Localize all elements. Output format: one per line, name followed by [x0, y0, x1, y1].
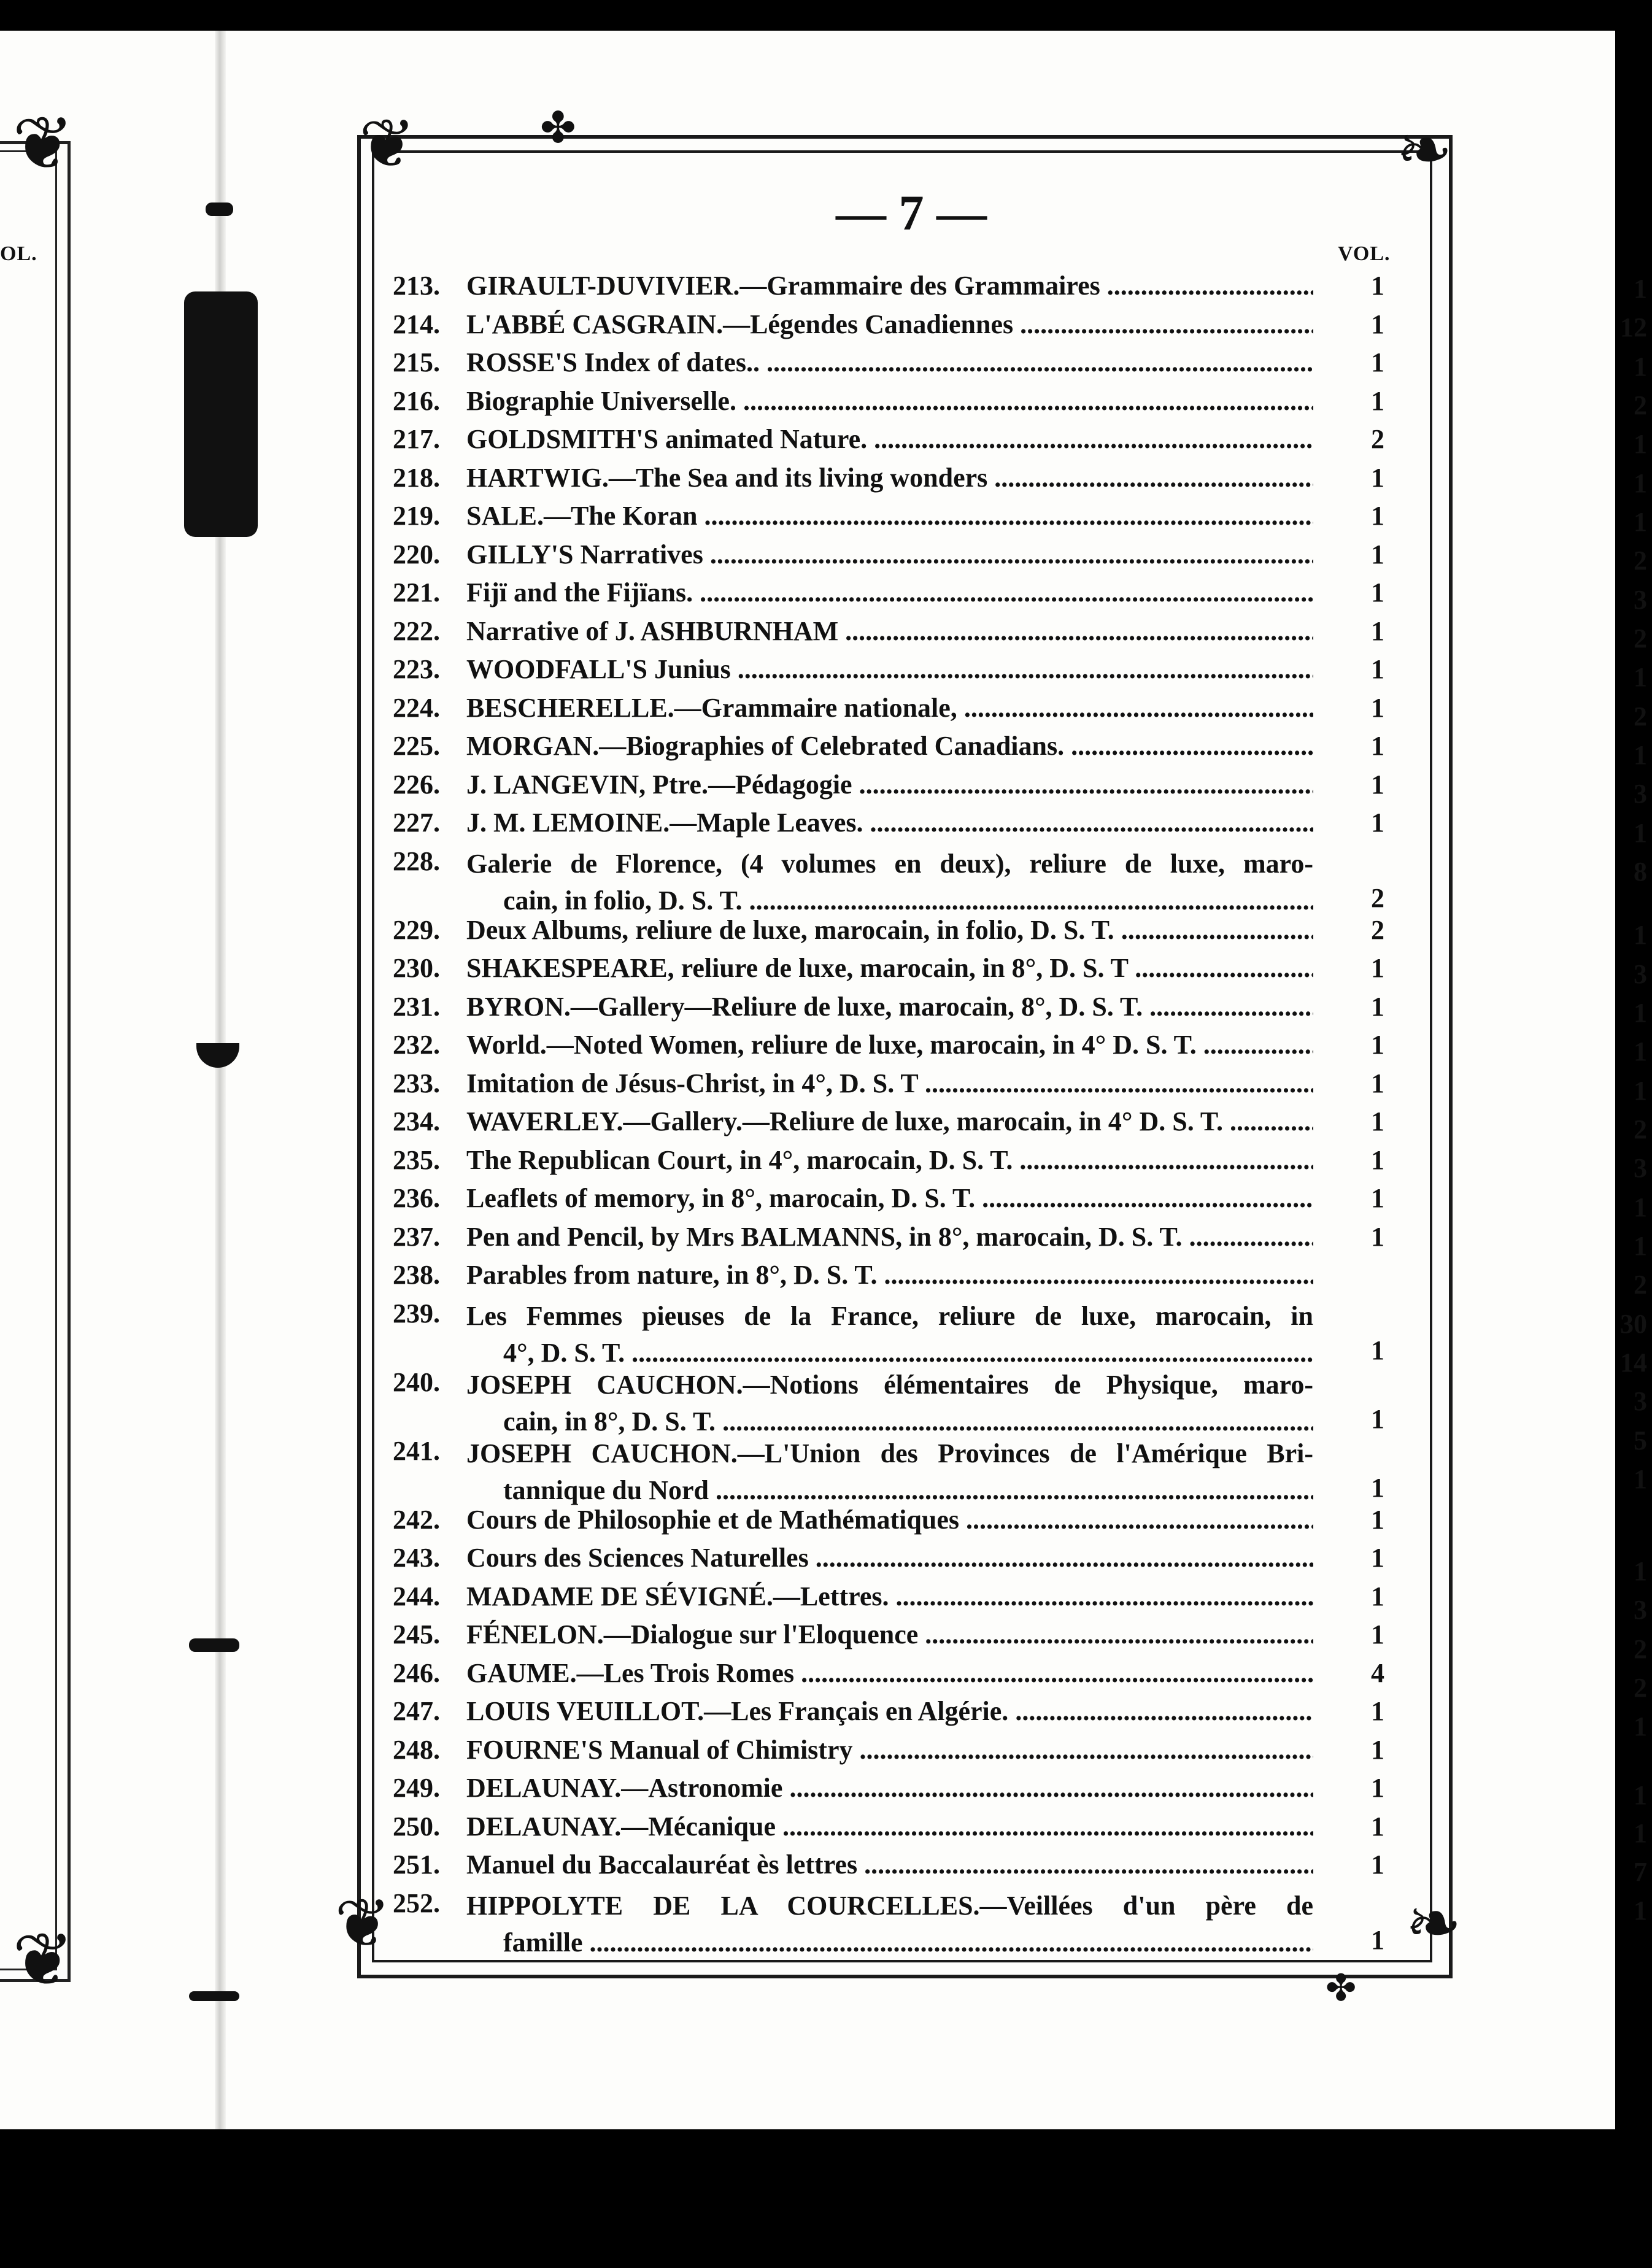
catalogue-entry [393, 1849, 1399, 1887]
entry-title-line: JOSEPH CAUCHON.—Notions élémentaires de Physique, maro- [466, 1369, 1313, 1400]
catalogue-entry [393, 1695, 1399, 1734]
catalogue-entry [393, 423, 1399, 461]
catalogue-entry [393, 1581, 1399, 1619]
catalogue-entry [393, 385, 1399, 423]
left-volume-count: 3 [1634, 1386, 1647, 1416]
entry-volume-count: 1 [1371, 385, 1384, 416]
entry-title: DELAUNAY.—Astronomie ..... [466, 1772, 1313, 1803]
entry-number: 216. [393, 385, 440, 416]
entry-number: 239. [393, 1298, 440, 1329]
catalogue-entry [393, 462, 1399, 500]
catalogue-entry [393, 846, 1399, 916]
entry-number: 236. [393, 1183, 440, 1213]
entry-title: FOURNE'S Manual of Chimistry ..... [466, 1734, 1313, 1765]
catalogue-entry [393, 270, 1399, 308]
catalogue-entry [393, 1298, 1399, 1368]
entry-title: Parables from nature, in 8°, D. S. T. ..... [466, 1259, 1313, 1290]
entry-volume-count: 1 [1371, 1924, 1384, 1955]
entry-title: DELAUNAY.—Mécanique ..... [466, 1811, 1313, 1842]
catalogue-entry [393, 1811, 1399, 1849]
entry-number: 215. [393, 347, 440, 377]
entry-title [466, 846, 1313, 920]
entry-title: WAVERLEY.—Gallery.—Reliure de luxe, marocain, in 4° D. S. T. ..... [466, 1106, 1313, 1137]
catalogue-entry [393, 1221, 1399, 1259]
entry-number: 249. [393, 1773, 440, 1803]
left-volume-count: 2 [1634, 1114, 1647, 1144]
catalogue-entry [393, 500, 1399, 538]
entry-title: The Republican Court, in 4°, marocain, D. S. T. ..... [466, 1144, 1313, 1176]
left-volume-count: 1 [1634, 429, 1647, 459]
catalogue-entry [393, 1144, 1399, 1182]
catalogue-entry [393, 654, 1399, 692]
left-volume-count: 14 [1620, 1348, 1647, 1378]
entry-title: Narrative of J. ASHBURNHAM ..... [466, 615, 1313, 647]
entry-title: ROSSE'S Index of dates.. ..... [466, 347, 1313, 378]
entry-title: Leaflets of memory, in 8°, marocain, D. S. T. ..... [466, 1182, 1313, 1214]
entry-number: 214. [393, 309, 440, 339]
entry-volume-count: 4 [1371, 1657, 1384, 1688]
entry-volume-count: 1 [1371, 615, 1384, 646]
catalogue-entry [393, 1542, 1399, 1580]
entry-volume-count: 1 [1371, 654, 1384, 684]
catalogue-entry [393, 1504, 1399, 1542]
catalogue-entry [393, 692, 1399, 730]
left-volume-count: 1 [1634, 920, 1647, 950]
left-volume-count: 1 [1634, 740, 1647, 770]
entry-title: HARTWIG.—The Sea and its living wonders ..... [466, 462, 1313, 493]
catalogue-entry [393, 347, 1399, 385]
entry-title: World.—Noted Women, reliure de luxe, marocain, in 4° D. S. T. ..... [466, 1029, 1313, 1060]
entry-volume-count: 1 [1371, 692, 1384, 723]
entry-number: 237. [393, 1221, 440, 1252]
entry-title: SHAKESPEARE, reliure de luxe, marocain, in 8°, D. S. T ..... [466, 952, 1313, 984]
left-volume-count: 1 [1634, 1818, 1647, 1848]
entry-number: 224. [393, 692, 440, 723]
entry-volume-count: 1 [1371, 271, 1384, 301]
entry-number: 231. [393, 991, 440, 1022]
entry-number: 243. [393, 1543, 440, 1573]
left-volume-count: 1 [1634, 818, 1647, 848]
entry-title: GIRAULT-DUVIVIER.—Grammaire des Grammaires ..... [466, 270, 1313, 301]
entry-title: BYRON.—Gallery—Reliure de luxe, marocain, 8°, D. S. T. ..... [466, 991, 1313, 1022]
entry-title: Imitation de Jésus-Christ, in 4°, D. S. T ..... [466, 1068, 1313, 1099]
entry-volume-count: 1 [1371, 1472, 1384, 1503]
entry-number: 247. [393, 1696, 440, 1726]
left-volume-count: 2 [1634, 1673, 1647, 1703]
entry-volume-count: 1 [1371, 769, 1384, 800]
entry-number: 217. [393, 424, 440, 454]
entry-volume-count: 1 [1371, 991, 1384, 1022]
entry-volume-count: 1 [1371, 1030, 1384, 1060]
left-corner-ornament-top: ❦ [12, 103, 74, 185]
entry-number: 251. [393, 1850, 440, 1880]
entry-title: MORGAN.—Biographies of Celebrated Canadians. ..... [466, 730, 1313, 762]
left-volume-count: 12 [1620, 312, 1647, 342]
entry-title: L'ABBÉ CASGRAIN.—Légendes Canadiennes ..... [466, 309, 1313, 340]
entry-title: Biographie Universelle. ..... [466, 385, 1313, 417]
entry-title: GAUME.—Les Trois Romes ..... [466, 1657, 1313, 1689]
left-volume-count: 1 [1634, 662, 1647, 692]
left-volume-count: 3 [1634, 1153, 1647, 1183]
entry-volume-count: 1 [1371, 1696, 1384, 1726]
entry-number: 213. [393, 271, 440, 301]
left-volume-count: 1 [1634, 352, 1647, 382]
left-volume-count: 1 [1634, 1036, 1647, 1066]
entry-volume-count: 1 [1371, 1811, 1384, 1842]
entry-volume-count: 1 [1371, 1543, 1384, 1573]
catalogue-entry [393, 309, 1399, 347]
entry-volume-count: 1 [1371, 1144, 1384, 1175]
left-volume-count: 1 [1634, 468, 1647, 498]
left-volume-count: 2 [1634, 546, 1647, 576]
entry-title-continuation: tannique du Nord ..... [466, 1472, 1313, 1509]
catalogue-entry [393, 577, 1399, 615]
entry-volume-count: 1 [1371, 1106, 1384, 1136]
left-volume-count: 1 [1634, 1464, 1647, 1494]
ink-mark [206, 202, 233, 216]
entry-number: 232. [393, 1030, 440, 1060]
entry-volume-count: 1 [1371, 731, 1384, 761]
entry-number: 225. [393, 731, 440, 761]
catalogue-entry [393, 1106, 1399, 1144]
entry-volume-count: 1 [1371, 808, 1384, 838]
catalogue-entry [393, 991, 1399, 1029]
left-volume-count: 1 [1634, 1556, 1647, 1586]
catalogue-entry [393, 1182, 1399, 1221]
left-volume-count: 1 [1634, 1076, 1647, 1106]
entry-title: Pen and Pencil, by Mrs BALMANNS, in 8°, marocain, D. S. T. ..... [466, 1221, 1313, 1252]
left-volume-count: 7 [1634, 1857, 1647, 1887]
entry-title: J. M. LEMOINE.—Maple Leaves. ..... [466, 807, 1313, 838]
entry-volume-count: 1 [1371, 1221, 1384, 1252]
entry-volume-count: 1 [1371, 577, 1384, 608]
entry-number: 227. [393, 808, 440, 838]
entry-volume-count: 1 [1371, 1734, 1384, 1765]
left-volume-count: 3 [1634, 585, 1647, 615]
entry-number: 244. [393, 1581, 440, 1611]
catalogue-entry [393, 1068, 1399, 1106]
entry-volume-count: 1 [1371, 309, 1384, 339]
entry-number: 241. [393, 1435, 440, 1466]
left-volume-count: 1 [1634, 1896, 1647, 1926]
entry-volume-count: 1 [1371, 1773, 1384, 1803]
left-volume-count: 1 [1634, 274, 1647, 304]
entry-number: 228. [393, 846, 440, 876]
left-volume-count: 1 [1634, 1192, 1647, 1222]
left-vol-header: OL. [0, 242, 37, 265]
top-border-ornament: ✤ [540, 105, 576, 152]
left-volume-count: 2 [1634, 623, 1647, 654]
entry-title: WOODFALL'S Junius ..... [466, 654, 1313, 685]
vol-column-header: VOL. [1338, 242, 1391, 265]
entry-title-continuation: famille ..... [466, 1924, 1313, 1961]
entry-volume-count: 1 [1371, 1183, 1384, 1213]
left-volume-count: 1 [1634, 1231, 1647, 1261]
ink-smudge [184, 291, 258, 537]
entry-volume-count: 1 [1371, 1850, 1384, 1880]
left-volume-count: 2 [1634, 1270, 1647, 1300]
entry-number: 248. [393, 1734, 440, 1765]
page-number: — 7 — [836, 185, 987, 241]
entry-number: 250. [393, 1811, 440, 1842]
entry-number: 242. [393, 1504, 440, 1535]
entry-volume-count: 2 [1371, 424, 1384, 454]
entry-number: 245. [393, 1619, 440, 1649]
corner-ornament-top-left: ❦ [359, 107, 416, 182]
catalogue-entry [393, 1619, 1399, 1657]
left-volume-count: 3 [1634, 779, 1647, 809]
entry-number: 238. [393, 1260, 440, 1290]
entry-number: 220. [393, 539, 440, 569]
entry-title: Cours des Sciences Naturelles ..... [466, 1542, 1313, 1573]
entry-number: 252. [393, 1888, 440, 1918]
catalogue-entry [393, 769, 1399, 807]
entry-volume-count: 1 [1371, 462, 1384, 493]
catalogue-entry [393, 730, 1399, 768]
bottom-border-ornament: ✤ [1326, 1968, 1357, 2008]
entry-number: 223. [393, 654, 440, 684]
catalogue-entry [393, 1435, 1399, 1505]
entry-title: MADAME DE SÉVIGNÉ.—Lettres. ..... [466, 1581, 1313, 1612]
corner-ornament-bottom-left: ❦ [334, 1886, 392, 1961]
entry-title: Fijï and the Fijïans. ..... [466, 577, 1313, 608]
left-volume-count: 1 [1634, 1711, 1647, 1742]
catalogue-entry [393, 1772, 1399, 1810]
catalogue-entry [393, 615, 1399, 654]
left-page-frame-inner [0, 150, 57, 1970]
corner-ornament-top-right: ❧ [1396, 113, 1453, 188]
entry-volume-count: 2 [1371, 914, 1384, 945]
entry-number: 233. [393, 1068, 440, 1098]
entry-volume-count: 1 [1371, 1504, 1384, 1535]
entry-number: 235. [393, 1144, 440, 1175]
entry-title: GILLY'S Narratives ..... [466, 539, 1313, 570]
entry-volume-count: 1 [1371, 1403, 1384, 1434]
entry-volume-count: 1 [1371, 539, 1384, 569]
entry-volume-count: 1 [1371, 1335, 1384, 1365]
left-volume-count: 1 [1634, 1780, 1647, 1810]
entry-volume-count: 1 [1371, 347, 1384, 377]
entry-title [466, 1888, 1313, 1962]
catalogue-entry [393, 952, 1399, 990]
left-volume-count: 2 [1634, 1634, 1647, 1664]
entry-number: 234. [393, 1106, 440, 1136]
entry-title [466, 1298, 1313, 1373]
entry-volume-count: 1 [1371, 1068, 1384, 1098]
entry-volume-count: 1 [1371, 953, 1384, 983]
left-corner-ornament-bottom: ❦ [12, 1919, 74, 2001]
catalogue-entry [393, 1259, 1399, 1297]
left-volume-count: 1 [1634, 507, 1647, 537]
left-volume-count: 30 [1620, 1309, 1647, 1339]
entry-title-line: Les Femmes pieuses de la France, reliure de luxe, marocain, in [466, 1300, 1313, 1331]
entry-title: LOUIS VEUILLOT.—Les Français en Algérie. ..... [466, 1695, 1313, 1727]
catalogue-entry [393, 1734, 1399, 1772]
entry-volume-count: 2 [1371, 882, 1384, 913]
entry-title-line: HIPPOLYTE DE LA COURCELLES.—Veillées d'un père de [466, 1890, 1313, 1921]
corner-ornament-bottom-right: ❧ [1405, 1886, 1462, 1961]
left-volume-count: 5 [1634, 1425, 1647, 1456]
entry-title: SALE.—The Koran ..... [466, 500, 1313, 531]
entry-number: 221. [393, 577, 440, 608]
left-volume-count: 1 [1634, 998, 1647, 1028]
entry-title: J. LANGEVIN, Ptre.—Pédagogie ..... [466, 769, 1313, 800]
entry-title-line: JOSEPH CAUCHON.—L'Union des Provinces de l'Amérique Bri- [466, 1438, 1313, 1468]
entry-title: GOLDSMITH'S animated Nature. ..... [466, 423, 1313, 455]
entry-title-continuation: 4°, D. S. T. ..... [466, 1335, 1313, 1371]
entry-title-continuation: cain, in 8°, D. S. T. ..... [466, 1403, 1313, 1440]
entry-title: Deux Albums, reliure de luxe, marocain, in folio, D. S. T. ..... [466, 914, 1313, 946]
left-volume-count: 3 [1634, 959, 1647, 989]
entry-title: FÉNELON.—Dialogue sur l'Eloquence ..... [466, 1619, 1313, 1650]
entry-title [466, 1367, 1313, 1441]
entry-number: 240. [393, 1367, 440, 1397]
left-volume-count: 2 [1634, 390, 1647, 420]
entry-title: Cours de Philosophie et de Mathématiques ..... [466, 1504, 1313, 1535]
entry-number: 229. [393, 914, 440, 945]
catalogue-entry [393, 807, 1399, 845]
catalogue-entry [393, 914, 1399, 952]
entry-number: 222. [393, 615, 440, 646]
entry-number: 246. [393, 1657, 440, 1688]
ink-mark [189, 1991, 239, 2001]
entry-number: 218. [393, 462, 440, 493]
left-volume-count: 3 [1634, 1595, 1647, 1625]
left-volume-count: 8 [1634, 857, 1647, 887]
catalogue-entry [393, 1367, 1399, 1437]
entry-number: 226. [393, 769, 440, 800]
catalogue-entry [393, 1029, 1399, 1067]
entry-volume-count: 1 [1371, 1619, 1384, 1649]
entry-title: Manuel du Baccalauréat ès lettres ..... [466, 1849, 1313, 1880]
entry-title [466, 1435, 1313, 1510]
entry-number: 230. [393, 953, 440, 983]
entry-title-line: Galerie de Florence, (4 volumes en deux), reliure de luxe, maro- [466, 848, 1313, 879]
left-volume-count: 2 [1634, 701, 1647, 731]
entry-title-continuation: cain, in folio, D. S. T. ..... [466, 882, 1313, 919]
catalogue-entry [393, 1888, 1399, 1958]
catalogue-entry [393, 539, 1399, 577]
entry-volume-count: 1 [1371, 1581, 1384, 1611]
entry-number: 219. [393, 501, 440, 531]
catalogue-entry [393, 1657, 1399, 1695]
entry-title: BESCHERELLE.—Grammaire nationale, ..... [466, 692, 1313, 723]
ink-mark [189, 1638, 239, 1652]
entry-volume-count: 1 [1371, 501, 1384, 531]
